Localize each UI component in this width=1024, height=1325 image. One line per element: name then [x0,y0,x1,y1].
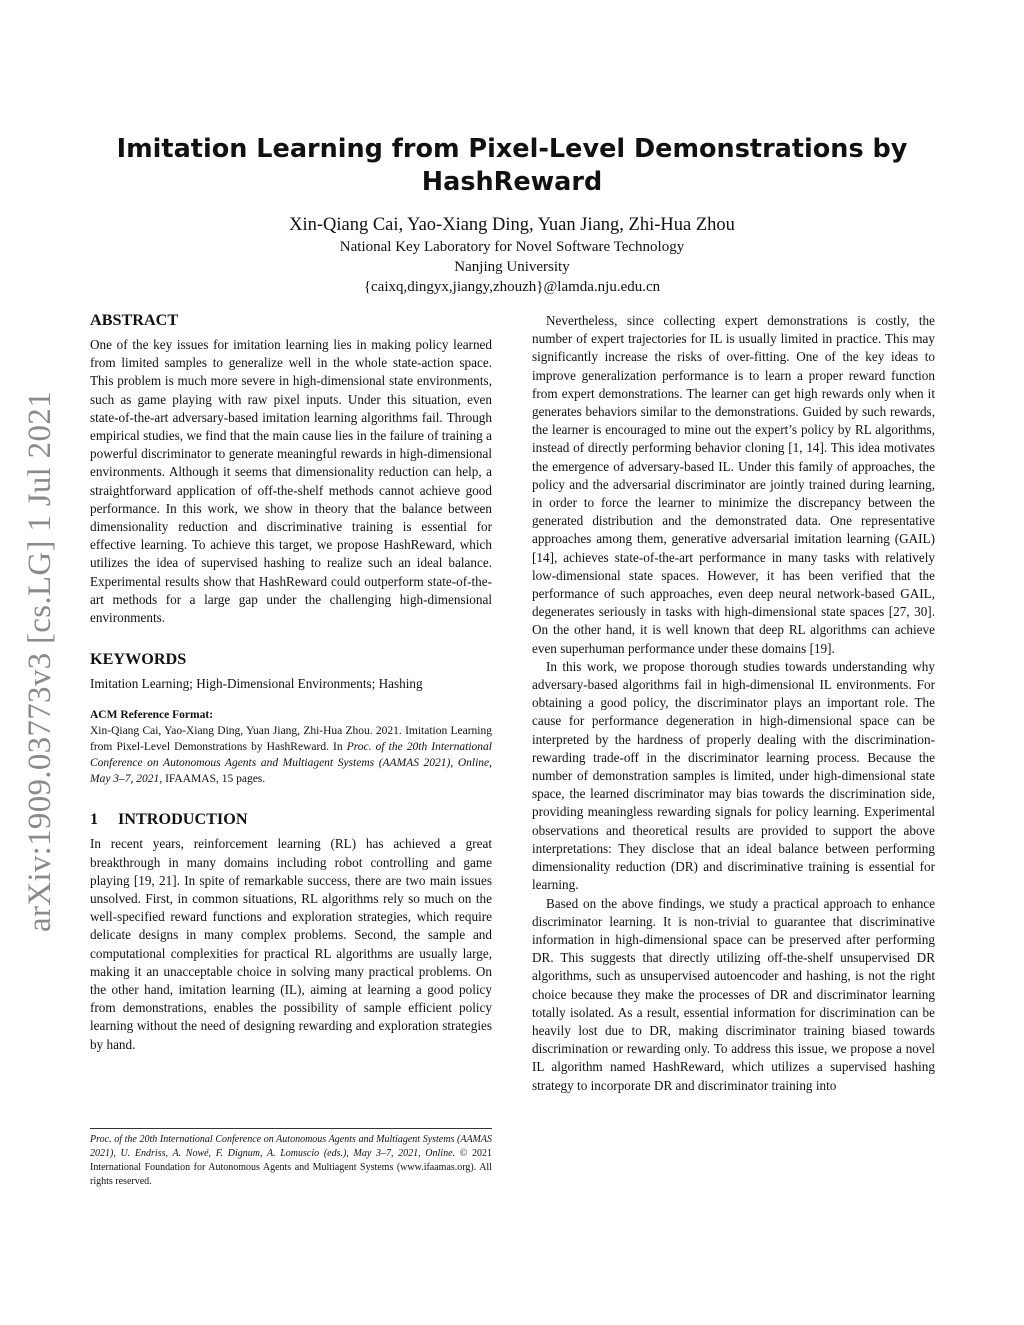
affiliation-block [110,237,914,297]
acm-reference-authors: Xin-Qiang Cai, Yao-Xiang Ding, Yuan Jiang, Zhi-Hua Zhou. 2021. Imitation Learning from Pixel-Level Demonstrations by HashReward. In [90,725,492,754]
acm-reference-publisher: , IFAAMAS, 15 pages. [159,773,266,786]
paper-title-line-1: Imitation Learning from Pixel-Level Demonstrations by [116,134,908,164]
footnote-copyright: © 2021 International Foundation for Autonomous Agents and Multiagent Systems (www.ifaamas.org). All rights reserved. [90,1148,492,1187]
introduction-paragraph-3: In this work, we propose thorough studies towards understanding why adversary-based algorithms fail in high-dimensional IL environments. For obtaining a good policy, the discriminator plays an important role. The cause for performance degeneration in high-dimensional space can be interpreted by the hardness of properly dealing with the discrimination-rewarding trade-off in the discriminator learning process. Because the number of demonstration samples is limited, under high-dimensional state space, the learned discriminator may bias towards the discrimination side, providing meaningless rewarding signals for policy learning. Experimental observations and theoretical results are provided to support the above interpretations: They disclose that an ideal balance between performing dimensionality reduction (DR) and discriminative training is essential for learning. [532,658,935,893]
introduction-paragraph-2: Nevertheless, since collecting expert demonstrations is costly, the number of expert trajectories for IL is usually limited in practice. This may significantly increase the risks of over-fitting. One of the key ideas to improve generalization performance is to learn a proper reward function from expert demonstrations. The learner can get high rewards only when it generates behaviors similar to the demonstrations. Guided by such rewards, the learner is encouraged to mine out the expert’s policy by RL algorithms, instead of directly performing behavior cloning [1, 14]. This idea motivates the emergence of adversary-based IL. Under this family of approaches, the policy and the adversarial discriminator are jointly trained during learning, in order to force the learner to minimize the discrepancy between the generated distribution and the demonstrated data. One representative approaches among them, generative adversarial imitation learning (GAIL) [14], achieves state-of-the-art performance in many tasks with relatively low-dimensional state spaces. However, it has been verified that the performance of such approaches, even deep neural network-based GAIL, degenerates seriously in tasks with high-dimensional state spaces [27, 30]. On the other hand, it is well known that deep RL algorithms can achieve even superhuman performance under these domains [19]. [532,313,935,656]
footnote [90,1133,492,1189]
acm-reference-heading: ACM Reference Format: [90,709,214,722]
keywords-text: Imitation Learning; High-Dimensional Environments; Hashing [90,676,423,692]
affiliation-lab: National Key Laboratory for Novel Software Technology [339,239,685,255]
left-column [90,310,492,1054]
introduction-paragraph-4: Based on the above findings, we study a practical approach to enhance discriminator learning. It is non-trivial to guarantee that discriminative information in high-dimensional space can be preserved after performing DR. This suggests that directly utilizing off-the-shelf unsupervised DR algorithms, such as unsupervised autoencoder and hashing, is not the right choice because they make the processes of DR and discriminator learning totally isolated. As a result, essential information for discrimination can be heavily lost due to DR, making discriminator training biased towards discrimination or rewarding only. To address this issue, we propose a novel IL algorithm named HashReward, which utilizes a supervised hashing strategy to incorporate DR and discriminator training into [532,895,935,1093]
introduction-paragraph-1: In recent years, reinforcement learning (RL) has achieved a great breakthrough in many domains including robot controlling and game playing [19, 21]. In spite of remarkable success, there are two main issues unsolved. First, in common situations, RL algorithms rely so much on the well-specified reward functions and exploration strategies, which require delicate designs in many complex problems. Second, the sample and computational complexities for practical RL algorithms are usually large, making it an unacceptable choice in solving many practical problems. On the other hand, imitation learning (IL), aiming at learning a good policy from demonstrations, enables the possibility of sample efficient policy learning without the need of designing rewarding and exploration strategies by hand. [90,836,492,1052]
section-title: INTRODUCTION [118,810,248,829]
footnote-divider [90,1128,492,1129]
paper-title [110,133,914,199]
author-emails: {caixq,dingyx,jiangy,zhouzh}@lamda.nju.edu.cn [363,279,661,295]
affiliation-university: Nanjing University [454,259,570,275]
abstract-text: One of the key issues for imitation learning lies in making policy learned from limited samples to generalize well in the whole state-action space. This problem is much more severe in high-dimensional state environments, such as game playing with raw pixel inputs. Under this situation, even state-of-the-art adversary-based imitation learning algorithms fail. Through empirical studies, we find that the main cause lies in the failure of training a powerful discriminator to generate meaningful rewards in high-dimensional environments. Although it seems that dimensionality reduction can help, a straightforward application of off-the-shelf methods cannot achieve good performance. In this work, we show in theory that the balance between dimensionality reduction and discriminative training is essential for effective learning. To achieve this target, we propose HashReward, which utilizes the idea of supervised hashing to realize such an ideal balance. Experimental results show that HashReward could outperform state-of-the-art methods for a large gap under the challenging high-dimensional environments. [90,337,492,626]
arxiv-identifier: arXiv:1909.03773v3 [cs.LG] 1 Jul 2021 [22,391,58,932]
abstract-heading: ABSTRACT [90,311,179,329]
keywords-heading: KEYWORDS [90,650,187,669]
acm-reference-text [90,723,492,787]
right-column [532,312,935,1095]
introduction-heading [90,809,492,829]
acm-reference-venue: Proc. of the 20th International Conference on Autonomous Agents and Multiagent Systems (AAMAS 2021), Online, May 3–7, 2021 [90,741,493,786]
author-list: Xin-Qiang Cai, Yao-Xiang Ding, Yuan Jiang, Zhi-Hua Zhou [289,215,735,235]
footnote-venue: Proc. of the 20th International Conference on Autonomous Agents and Multiagent Systems (AAMAS 2021), U. Endriss, A. Nowé, F. Dignum, A. Lomuscio (eds.), May 3–7, 2021, Online. [90,1134,492,1159]
section-number: 1 [90,810,99,829]
paper-title-line-2: HashReward [421,167,603,197]
